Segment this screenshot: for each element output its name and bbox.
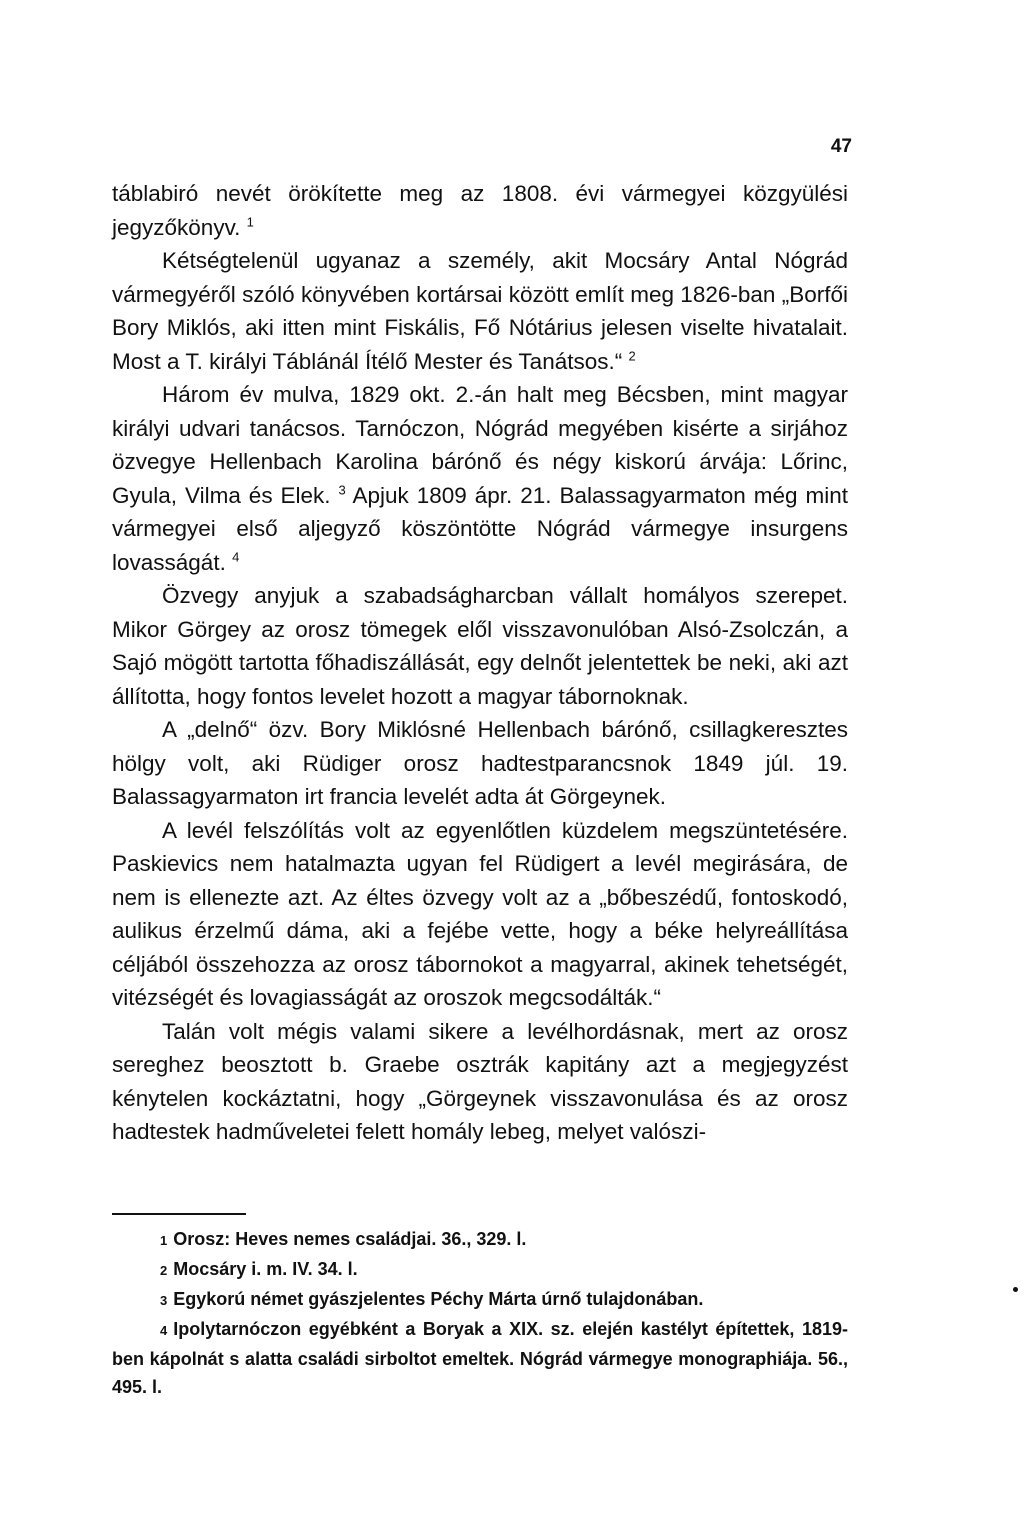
footnote-1 (112, 1225, 848, 1255)
paragraph-2 (112, 244, 848, 378)
footnote-2-number: 2 (160, 1263, 168, 1278)
footnote-4 (112, 1315, 848, 1401)
footnote-ref-4: 4 (232, 549, 240, 564)
footnote-2-text: Mocsáry i. m. IV. 34. l. (173, 1259, 358, 1279)
paragraph-3-text-b: Apjuk 1809 ápr. 21. Balassagyarmaton még mint vármegyei első aljegyző köszöntötte Nógrád vármegye insurgens lovasságát. (112, 482, 848, 575)
margin-speck (1013, 1287, 1018, 1292)
page-number: 47 (830, 136, 852, 157)
footnote-3-text: Egykorú német gyászjelentes Péchy Márta úrnő tulajdonában. (173, 1289, 704, 1309)
footnote-ref-3: 3 (338, 482, 346, 497)
footnote-separator (112, 1213, 246, 1215)
paragraph-3 (112, 378, 848, 579)
paragraph-4: Özvegy anyjuk a szabadságharcban vállalt homályos szerepet. Mikor Görgey az orosz tömegek elől visszavonulóban Alsó-Zsolczán, a Sajó mögött tartotta főhadiszállását, egy delnőt jelentettek be neki, aki azt állította, hogy fontos levelet hozott a magyar tábornoknak. (112, 583, 848, 709)
footnote-1-text: Orosz: Heves nemes családjai. 36., 329. l. (173, 1229, 527, 1249)
paragraph-1-text: táblabiró nevét örökítette meg az 1808. évi vármegyei közgyülési jegyzőkönyv. (112, 181, 848, 240)
footnote-4-number: 4 (160, 1323, 168, 1338)
footnote-1-number: 1 (160, 1233, 168, 1248)
footnote-ref-1: 1 (246, 214, 254, 229)
paragraph-1 (112, 177, 848, 244)
footnote-2 (112, 1255, 848, 1285)
body-text (112, 177, 848, 1149)
footnote-3-number: 3 (160, 1293, 168, 1308)
paragraph-2-text: Kétségtelenül ugyanaz a személy, akit Mocsáry Antal Nógrád vármegyéről szóló könyvében kortársai között említ meg 1826-ban „Borfői Bory Miklós, aki itten mint Fiskális, Fő Nótárius jelesen viselte hivatalait. Most a T. királyi Táblánál Ítélő Mester és Tanátsos.“ (112, 248, 848, 374)
paragraph-5: A „delnő“ özv. Bory Miklósné Hellenbach bárónő, csillagkeresztes hölgy volt, aki Rüdiger orosz hadtestparancsnok 1849 júl. 19. Balassagyarmaton irt francia levelét adta át Görgeynek. (112, 717, 848, 809)
footnote-4-text: Ipolytarnóczon egyébként a Boryak a XIX. sz. elején kastélyt építettek, 1819-ben kápolnát s alatta családi sirboltot emeltek. Nógrád vármegye monographiája. 56., 495. l. (112, 1319, 848, 1397)
footnote-ref-2: 2 (628, 348, 636, 363)
footnotes (112, 1225, 848, 1401)
footnote-3 (112, 1285, 848, 1315)
paragraph-6: A levél felszólítás volt az egyenlőtlen küzdelem megszüntetésére. Paskievics nem hatalmazta ugyan fel Rüdigert a levél megirására, de nem is ellenezte azt. Az éltes özvegy volt az a „bőbeszédű, fontoskodó, aulikus érzelmű dáma, aki a fejébe vette, hogy a béke helyreállítása céljából összehozza az orosz tábornokot a magyarral, akinek tehetségét, vitézségét és lovagiasságát az oroszok megcsodálták.“ (112, 817, 848, 1010)
paragraph-7: Talán volt mégis valami sikere a levélhordásnak, mert az orosz sereghez beosztott b. Graebe osztrák kapitány azt a megjegyzést kénytelen kockáztatni, hogy „Görgeynek visszavonulása és az orosz hadtestek hadműveletei felett homály lebeg, melyet valószi- (112, 1018, 848, 1144)
paragraph-3-text-a: Három év mulva, 1829 okt. 2.-án halt meg Bécsben, mint magyar királyi udvari tanácsos. Tarnóczon, Nógrád megyében kisérte a sirjához özvegye Hellenbach Karolina bárónő és négy kiskorú árvája: Lőrinc, Gyula, Vilma és Elek. (112, 382, 848, 508)
